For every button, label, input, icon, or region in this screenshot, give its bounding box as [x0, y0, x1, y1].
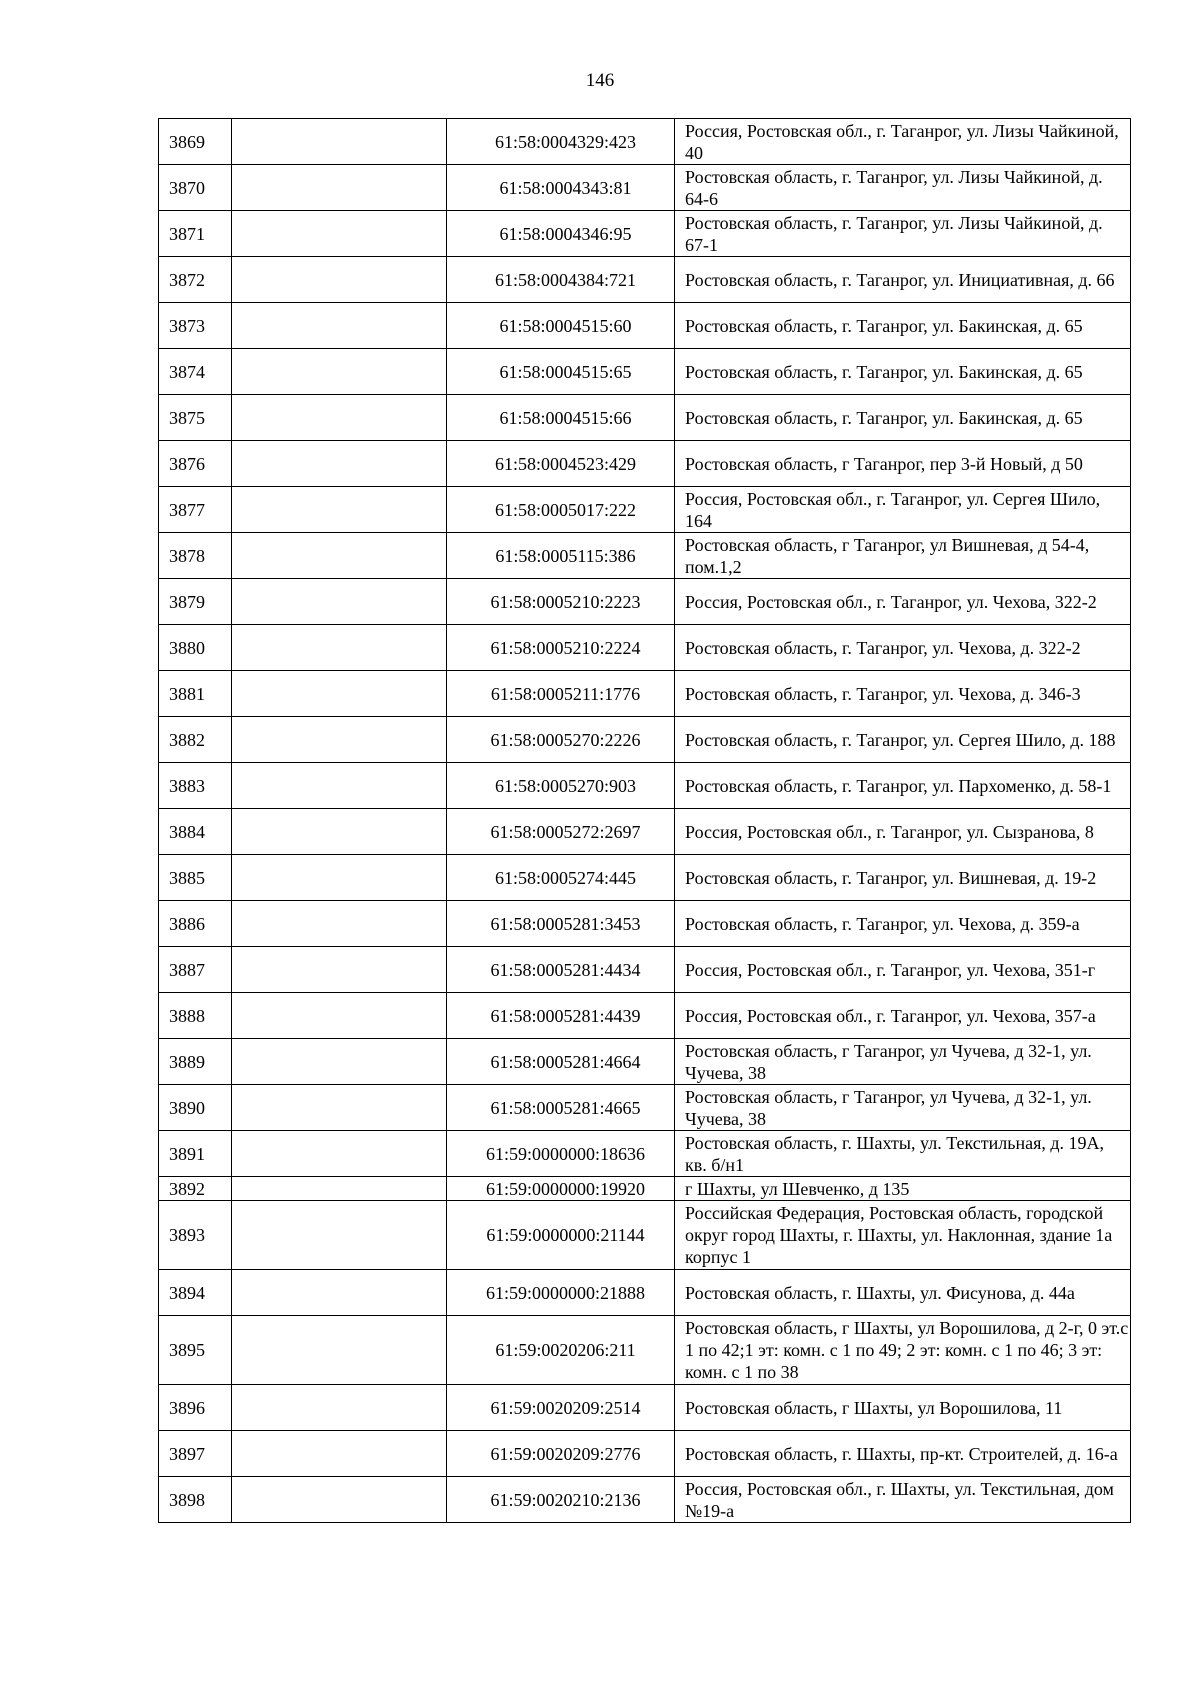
empty-cell [232, 1385, 447, 1431]
table-row [159, 1177, 1131, 1201]
address-cell: Ростовская область, г. Таганрог, ул. Чехова, д. 359-а [675, 901, 1131, 947]
empty-cell [232, 579, 447, 625]
row-number-cell: 3872 [159, 257, 232, 303]
address-cell: Ростовская область, г. Шахты, пр-кт. Строителей, д. 16-а [675, 1431, 1131, 1477]
table-row [159, 1477, 1131, 1523]
table-row [159, 1085, 1131, 1131]
cadastral-number-cell: 61:58:0005017:222 [447, 487, 675, 533]
empty-cell [232, 717, 447, 763]
cadastral-number-cell: 61:58:0004515:66 [447, 395, 675, 441]
table-row [159, 533, 1131, 579]
table-row [159, 395, 1131, 441]
address-cell: Россия, Ростовская обл., г. Таганрог, ул. Сергея Шило, 164 [675, 487, 1131, 533]
cadastral-number-cell: 61:58:0004523:429 [447, 441, 675, 487]
row-number-cell: 3886 [159, 901, 232, 947]
registry-table-body [159, 119, 1131, 1523]
cadastral-number-cell: 61:59:0020210:2136 [447, 1477, 675, 1523]
address-cell: Ростовская область, г. Таганрог, ул. Чехова, д. 346-3 [675, 671, 1131, 717]
address-cell: г Шахты, ул Шевченко, д 135 [675, 1177, 1131, 1201]
table-row [159, 671, 1131, 717]
cadastral-number-cell: 61:58:0005270:2226 [447, 717, 675, 763]
address-cell: Ростовская область, г Таганрог, ул Чучева, д 32-1, ул. Чучева, 38 [675, 1039, 1131, 1085]
row-number-cell: 3884 [159, 809, 232, 855]
row-number-cell: 3873 [159, 303, 232, 349]
address-cell: Ростовская область, г. Таганрог, ул. Лизы Чайкиной, д. 67-1 [675, 211, 1131, 257]
cadastral-number-cell: 61:58:0005281:4664 [447, 1039, 675, 1085]
table-row [159, 763, 1131, 809]
empty-cell [232, 165, 447, 211]
table-row [159, 1431, 1131, 1477]
address-cell: Ростовская область, г. Таганрог, ул. Чехова, д. 322-2 [675, 625, 1131, 671]
row-number-cell: 3880 [159, 625, 232, 671]
row-number-cell: 3870 [159, 165, 232, 211]
address-cell: Ростовская область, г. Таганрог, ул. Сергея Шило, д. 188 [675, 717, 1131, 763]
table-row [159, 901, 1131, 947]
row-number-cell: 3888 [159, 993, 232, 1039]
empty-cell [232, 303, 447, 349]
row-number-cell: 3894 [159, 1270, 232, 1316]
table-row [159, 1385, 1131, 1431]
row-number-cell: 3896 [159, 1385, 232, 1431]
table-row [159, 625, 1131, 671]
cadastral-number-cell: 61:58:0004384:721 [447, 257, 675, 303]
address-cell: Россия, Ростовская обл., г. Таганрог, ул. Чехова, 351-г [675, 947, 1131, 993]
address-cell: Россия, Ростовская обл., г. Таганрог, ул. Лизы Чайкиной, 40 [675, 119, 1131, 165]
cadastral-number-cell: 61:58:0004515:65 [447, 349, 675, 395]
empty-cell [232, 1085, 447, 1131]
address-cell: Россия, Ростовская обл., г. Шахты, ул. Текстильная, дом №19-а [675, 1477, 1131, 1523]
address-cell: Ростовская область, г. Таганрог, ул. Бакинская, д. 65 [675, 303, 1131, 349]
row-number-cell: 3889 [159, 1039, 232, 1085]
empty-cell [232, 993, 447, 1039]
row-number-cell: 3895 [159, 1316, 232, 1385]
cadastral-number-cell: 61:58:0005272:2697 [447, 809, 675, 855]
address-cell: Ростовская область, г Таганрог, ул Чучева, д 32-1, ул. Чучева, 38 [675, 1085, 1131, 1131]
address-cell: Россия, Ростовская обл., г. Таганрог, ул. Чехова, 322-2 [675, 579, 1131, 625]
cadastral-number-cell: 61:58:0004515:60 [447, 303, 675, 349]
address-cell: Ростовская область, г Шахты, ул Ворошилова, д 2-г, 0 эт.с 1 по 42;1 эт: комн. с 1 по 49; 2 эт: комн. с 1 по 46; 3 эт: комн. с 1 по 38 [675, 1316, 1131, 1385]
row-number-cell: 3879 [159, 579, 232, 625]
address-cell: Ростовская область, г. Таганрог, ул. Инициативная, д. 66 [675, 257, 1131, 303]
row-number-cell: 3876 [159, 441, 232, 487]
cadastral-number-cell: 61:58:0005274:445 [447, 855, 675, 901]
table-row [159, 487, 1131, 533]
table-row [159, 579, 1131, 625]
table-row [159, 947, 1131, 993]
address-cell: Ростовская область, г Таганрог, пер 3-й Новый, д 50 [675, 441, 1131, 487]
empty-cell [232, 671, 447, 717]
cadastral-number-cell: 61:58:0005210:2224 [447, 625, 675, 671]
empty-cell [232, 1477, 447, 1523]
cadastral-number-cell: 61:58:0005211:1776 [447, 671, 675, 717]
page-number: 146 [585, 70, 615, 91]
row-number-cell: 3878 [159, 533, 232, 579]
table-row [159, 1131, 1131, 1177]
address-cell: Россия, Ростовская обл., г. Таганрог, ул. Сызранова, 8 [675, 809, 1131, 855]
row-number-cell: 3874 [159, 349, 232, 395]
empty-cell [232, 1039, 447, 1085]
cadastral-number-cell: 61:58:0005281:4439 [447, 993, 675, 1039]
row-number-cell: 3898 [159, 1477, 232, 1523]
row-number-cell: 3891 [159, 1131, 232, 1177]
empty-cell [232, 763, 447, 809]
cadastral-number-cell: 61:58:0004346:95 [447, 211, 675, 257]
empty-cell [232, 349, 447, 395]
empty-cell [232, 119, 447, 165]
cadastral-number-cell: 61:58:0005210:2223 [447, 579, 675, 625]
table-row [159, 1270, 1131, 1316]
empty-cell [232, 1431, 447, 1477]
address-cell: Ростовская область, г. Таганрог, ул. Вишневая, д. 19-2 [675, 855, 1131, 901]
row-number-cell: 3869 [159, 119, 232, 165]
table-row [159, 717, 1131, 763]
row-number-cell: 3897 [159, 1431, 232, 1477]
row-number-cell: 3877 [159, 487, 232, 533]
cadastral-number-cell: 61:58:0004329:423 [447, 119, 675, 165]
table-row [159, 1039, 1131, 1085]
cadastral-number-cell: 61:58:0005281:4434 [447, 947, 675, 993]
cadastral-number-cell: 61:59:0000000:19920 [447, 1177, 675, 1201]
table-row [159, 441, 1131, 487]
cadastral-number-cell: 61:59:0000000:18636 [447, 1131, 675, 1177]
cadastral-number-cell: 61:59:0020209:2514 [447, 1385, 675, 1431]
table-row [159, 257, 1131, 303]
table-row [159, 809, 1131, 855]
row-number-cell: 3887 [159, 947, 232, 993]
empty-cell [232, 625, 447, 671]
address-cell: Ростовская область, г Шахты, ул Ворошилова, 11 [675, 1385, 1131, 1431]
cadastral-number-cell: 61:58:0005270:903 [447, 763, 675, 809]
cadastral-number-cell: 61:59:0020209:2776 [447, 1431, 675, 1477]
address-cell: Ростовская область, г. Таганрог, ул. Бакинская, д. 65 [675, 349, 1131, 395]
row-number-cell: 3892 [159, 1177, 232, 1201]
row-number-cell: 3882 [159, 717, 232, 763]
address-cell: Российская Федерация, Ростовская область, городской округ город Шахты, г. Шахты, ул. Наклонная, здание 1а корпус 1 [675, 1201, 1131, 1270]
address-cell: Ростовская область, г Таганрог, ул Вишневая, д 54-4, пом.1,2 [675, 533, 1131, 579]
table-row [159, 211, 1131, 257]
empty-cell [232, 1270, 447, 1316]
address-cell: Ростовская область, г. Шахты, ул. Фисунова, д. 44а [675, 1270, 1131, 1316]
empty-cell [232, 487, 447, 533]
cadastral-number-cell: 61:59:0000000:21144 [447, 1201, 675, 1270]
empty-cell [232, 395, 447, 441]
row-number-cell: 3875 [159, 395, 232, 441]
table-row [159, 855, 1131, 901]
registry-table [158, 118, 1131, 1523]
row-number-cell: 3890 [159, 1085, 232, 1131]
table-row [159, 993, 1131, 1039]
row-number-cell: 3871 [159, 211, 232, 257]
address-cell: Ростовская область, г. Таганрог, ул. Лизы Чайкиной, д. 64-6 [675, 165, 1131, 211]
empty-cell [232, 809, 447, 855]
empty-cell [232, 1316, 447, 1385]
row-number-cell: 3885 [159, 855, 232, 901]
empty-cell [232, 947, 447, 993]
table-row [159, 165, 1131, 211]
empty-cell [232, 1177, 447, 1201]
table-row [159, 349, 1131, 395]
table-row [159, 303, 1131, 349]
empty-cell [232, 901, 447, 947]
cadastral-number-cell: 61:58:0005115:386 [447, 533, 675, 579]
address-cell: Россия, Ростовская обл., г. Таганрог, ул. Чехова, 357-а [675, 993, 1131, 1039]
address-cell: Ростовская область, г. Таганрог, ул. Пархоменко, д. 58-1 [675, 763, 1131, 809]
row-number-cell: 3881 [159, 671, 232, 717]
empty-cell [232, 533, 447, 579]
row-number-cell: 3883 [159, 763, 232, 809]
empty-cell [232, 257, 447, 303]
address-cell: Ростовская область, г. Шахты, ул. Текстильная, д. 19А, кв. б/н1 [675, 1131, 1131, 1177]
empty-cell [232, 211, 447, 257]
empty-cell [232, 441, 447, 487]
address-cell: Ростовская область, г. Таганрог, ул. Бакинская, д. 65 [675, 395, 1131, 441]
row-number-cell: 3893 [159, 1201, 232, 1270]
empty-cell [232, 855, 447, 901]
cadastral-number-cell: 61:58:0005281:3453 [447, 901, 675, 947]
cadastral-number-cell: 61:58:0005281:4665 [447, 1085, 675, 1131]
cadastral-number-cell: 61:58:0004343:81 [447, 165, 675, 211]
table-row [159, 119, 1131, 165]
table-row [159, 1201, 1131, 1270]
table-row [159, 1316, 1131, 1385]
empty-cell [232, 1131, 447, 1177]
empty-cell [232, 1201, 447, 1270]
cadastral-number-cell: 61:59:0020206:211 [447, 1316, 675, 1385]
cadastral-number-cell: 61:59:0000000:21888 [447, 1270, 675, 1316]
